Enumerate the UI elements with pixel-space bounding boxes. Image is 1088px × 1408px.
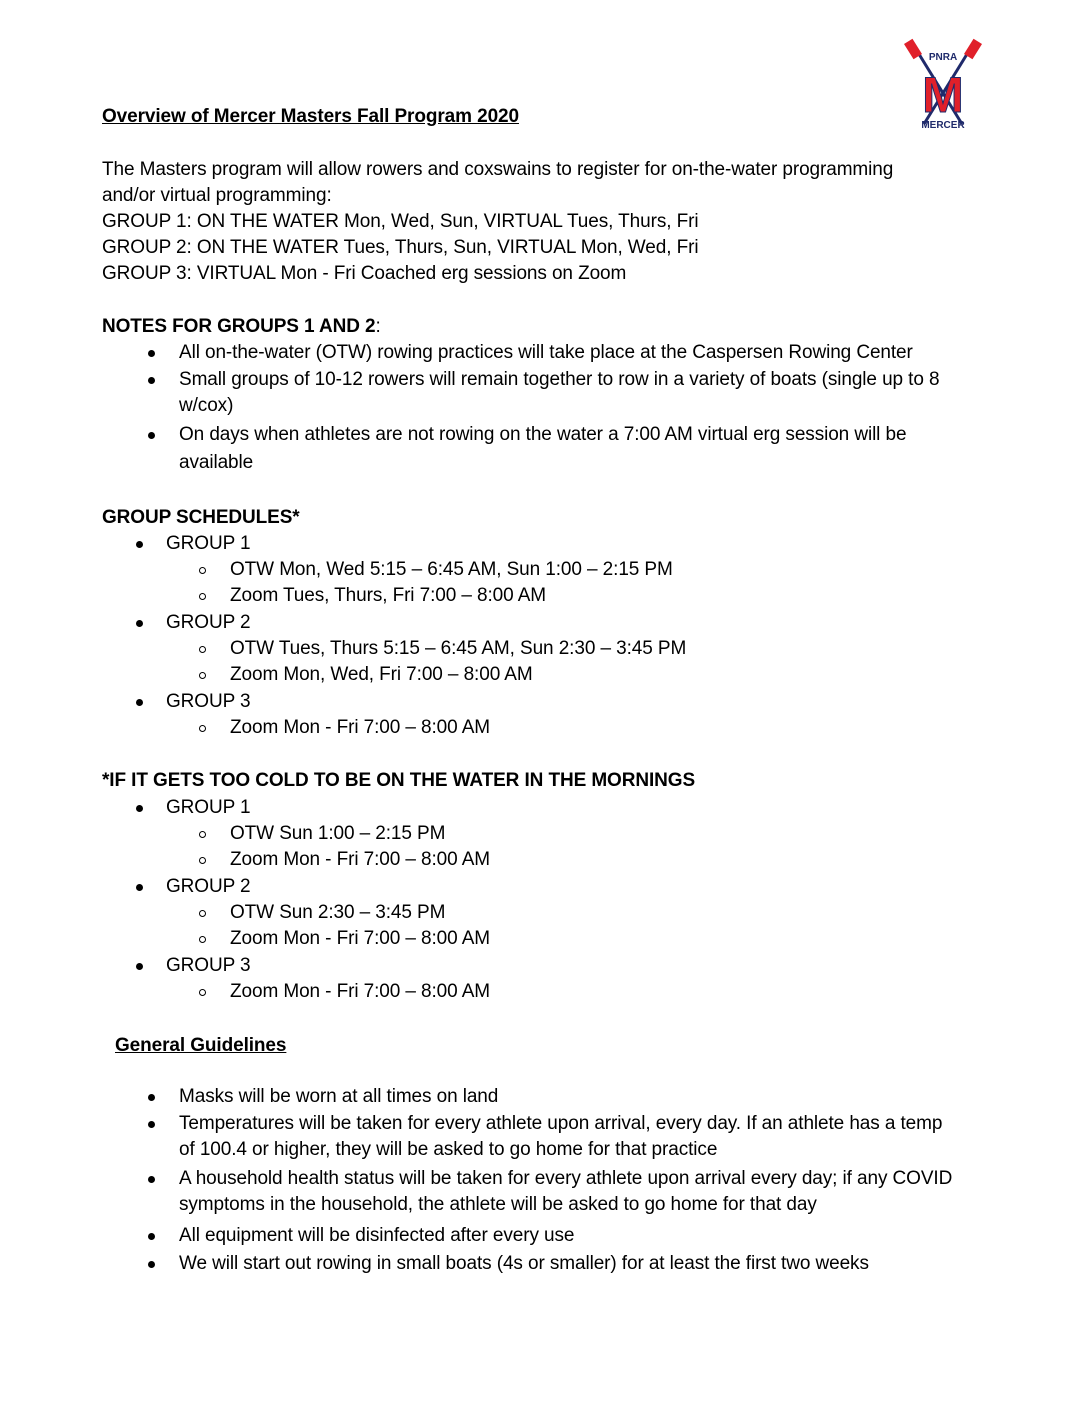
- bullet: [148, 1261, 155, 1268]
- bullet: [148, 1233, 155, 1240]
- notes-item-3-line-2: available: [179, 452, 254, 473]
- schedule-group-1: GROUP 1: [166, 533, 251, 554]
- cold-group-1-item-2: Zoom Mon - Fri 7:00 – 8:00 AM: [230, 849, 491, 870]
- bullet: [148, 1121, 155, 1128]
- schedule-group-3: GROUP 3: [166, 691, 251, 712]
- bullet: [136, 884, 143, 891]
- intro-group-1: GROUP 1: ON THE WATER Mon, Wed, Sun, VIRTUAL Tues, Thurs, Fri: [102, 211, 699, 232]
- sub-bullet: [199, 831, 206, 838]
- cold-group-2-item-2: Zoom Mon - Fri 7:00 – 8:00 AM: [230, 928, 491, 949]
- cold-group-2: GROUP 2: [166, 876, 251, 897]
- sub-bullet: [199, 910, 206, 917]
- pnra-mercer-logo: [902, 38, 984, 132]
- bullet: [136, 541, 143, 548]
- intro-group-3: GROUP 3: VIRTUAL Mon - Fri Coached erg sessions on Zoom: [102, 263, 627, 284]
- sub-bullet: [199, 857, 206, 864]
- guideline-3-line-1: A household health status will be taken for every athlete upon arrival every day; if any COVID: [179, 1168, 953, 1189]
- bullet: [136, 620, 143, 627]
- guideline-1: Masks will be worn at all times on land: [179, 1086, 499, 1107]
- cold-group-2-item-1: OTW Sun 2:30 – 3:45 PM: [230, 902, 446, 923]
- schedule-group-1-item-2: Zoom Tues, Thurs, Fri 7:00 – 8:00 AM: [230, 585, 547, 606]
- bullet: [148, 377, 155, 384]
- bullet: [148, 1094, 155, 1101]
- bullet: [136, 963, 143, 970]
- sub-bullet: [199, 672, 206, 679]
- cold-heading: *IF IT GETS TOO COLD TO BE ON THE WATER IN THE MORNINGS: [102, 770, 696, 791]
- schedule-group-2-item-1: OTW Tues, Thurs 5:15 – 6:45 AM, Sun 2:30 – 3:45 PM: [230, 638, 687, 659]
- cold-group-3-item-1: Zoom Mon - Fri 7:00 – 8:00 AM: [230, 981, 491, 1002]
- notes-item-2-line-1: Small groups of 10-12 rowers will remain together to row in a variety of boats (single up to 8: [179, 369, 940, 390]
- schedule-group-2: GROUP 2: [166, 612, 251, 633]
- notes-heading-suffix: :: [375, 316, 381, 337]
- bullet: [148, 432, 155, 439]
- intro-group-2: GROUP 2: ON THE WATER Tues, Thurs, Sun, VIRTUAL Mon, Wed, Fri: [102, 237, 699, 258]
- logo-letter: M: [922, 67, 964, 123]
- guideline-5: We will start out rowing in small boats (4s or smaller) for at least the first two weeks: [179, 1253, 869, 1274]
- notes-heading: [102, 314, 381, 340]
- notes-heading-text: NOTES FOR GROUPS 1 AND 2: [102, 316, 376, 337]
- sub-bullet: [199, 725, 206, 732]
- bullet: [148, 1176, 155, 1183]
- guideline-4: All equipment will be disinfected after every use: [179, 1225, 575, 1246]
- notes-item-3-line-1: On days when athletes are not rowing on the water a 7:00 AM virtual erg session will be: [179, 424, 907, 445]
- guidelines-heading: General Guidelines: [115, 1035, 287, 1056]
- logo-bottom-text: MERCER: [921, 120, 965, 131]
- guideline-2-line-2: of 100.4 or higher, they will be asked to go home for that practice: [179, 1139, 718, 1160]
- sub-bullet: [199, 593, 206, 600]
- bullet: [136, 805, 143, 812]
- guideline-2-line-1: Temperatures will be taken for every athlete upon arrival, every day. If an athlete has a temp: [179, 1113, 943, 1134]
- cold-group-1: GROUP 1: [166, 797, 251, 818]
- schedule-group-1-item-1: OTW Mon, Wed 5:15 – 6:45 AM, Sun 1:00 – 2:15 PM: [230, 559, 673, 580]
- logo-top-text: PNRA: [928, 52, 958, 63]
- guideline-3-line-2: symptoms in the household, the athlete will be asked to go home for that day: [179, 1194, 817, 1215]
- sub-bullet: [199, 646, 206, 653]
- intro-line-1: The Masters program will allow rowers and coxswains to register for on-the-water programming: [102, 159, 894, 180]
- cold-group-1-item-1: OTW Sun 1:00 – 2:15 PM: [230, 823, 446, 844]
- bullet: [148, 350, 155, 357]
- schedule-group-2-item-2: Zoom Mon, Wed, Fri 7:00 – 8:00 AM: [230, 664, 533, 685]
- sub-bullet: [199, 989, 206, 996]
- bullet: [136, 699, 143, 706]
- document-title: Overview of Mercer Masters Fall Program 2020: [102, 106, 519, 127]
- notes-item-1: All on-the-water (OTW) rowing practices will take place at the Caspersen Rowing Center: [179, 342, 913, 363]
- intro-line-2: and/or virtual programming:: [102, 185, 332, 206]
- schedules-heading: GROUP SCHEDULES*: [102, 507, 300, 528]
- notes-item-2-line-2: w/cox): [179, 395, 234, 416]
- schedule-group-3-item-1: Zoom Mon - Fri 7:00 – 8:00 AM: [230, 717, 491, 738]
- cold-group-3: GROUP 3: [166, 955, 251, 976]
- sub-bullet: [199, 936, 206, 943]
- sub-bullet: [199, 567, 206, 574]
